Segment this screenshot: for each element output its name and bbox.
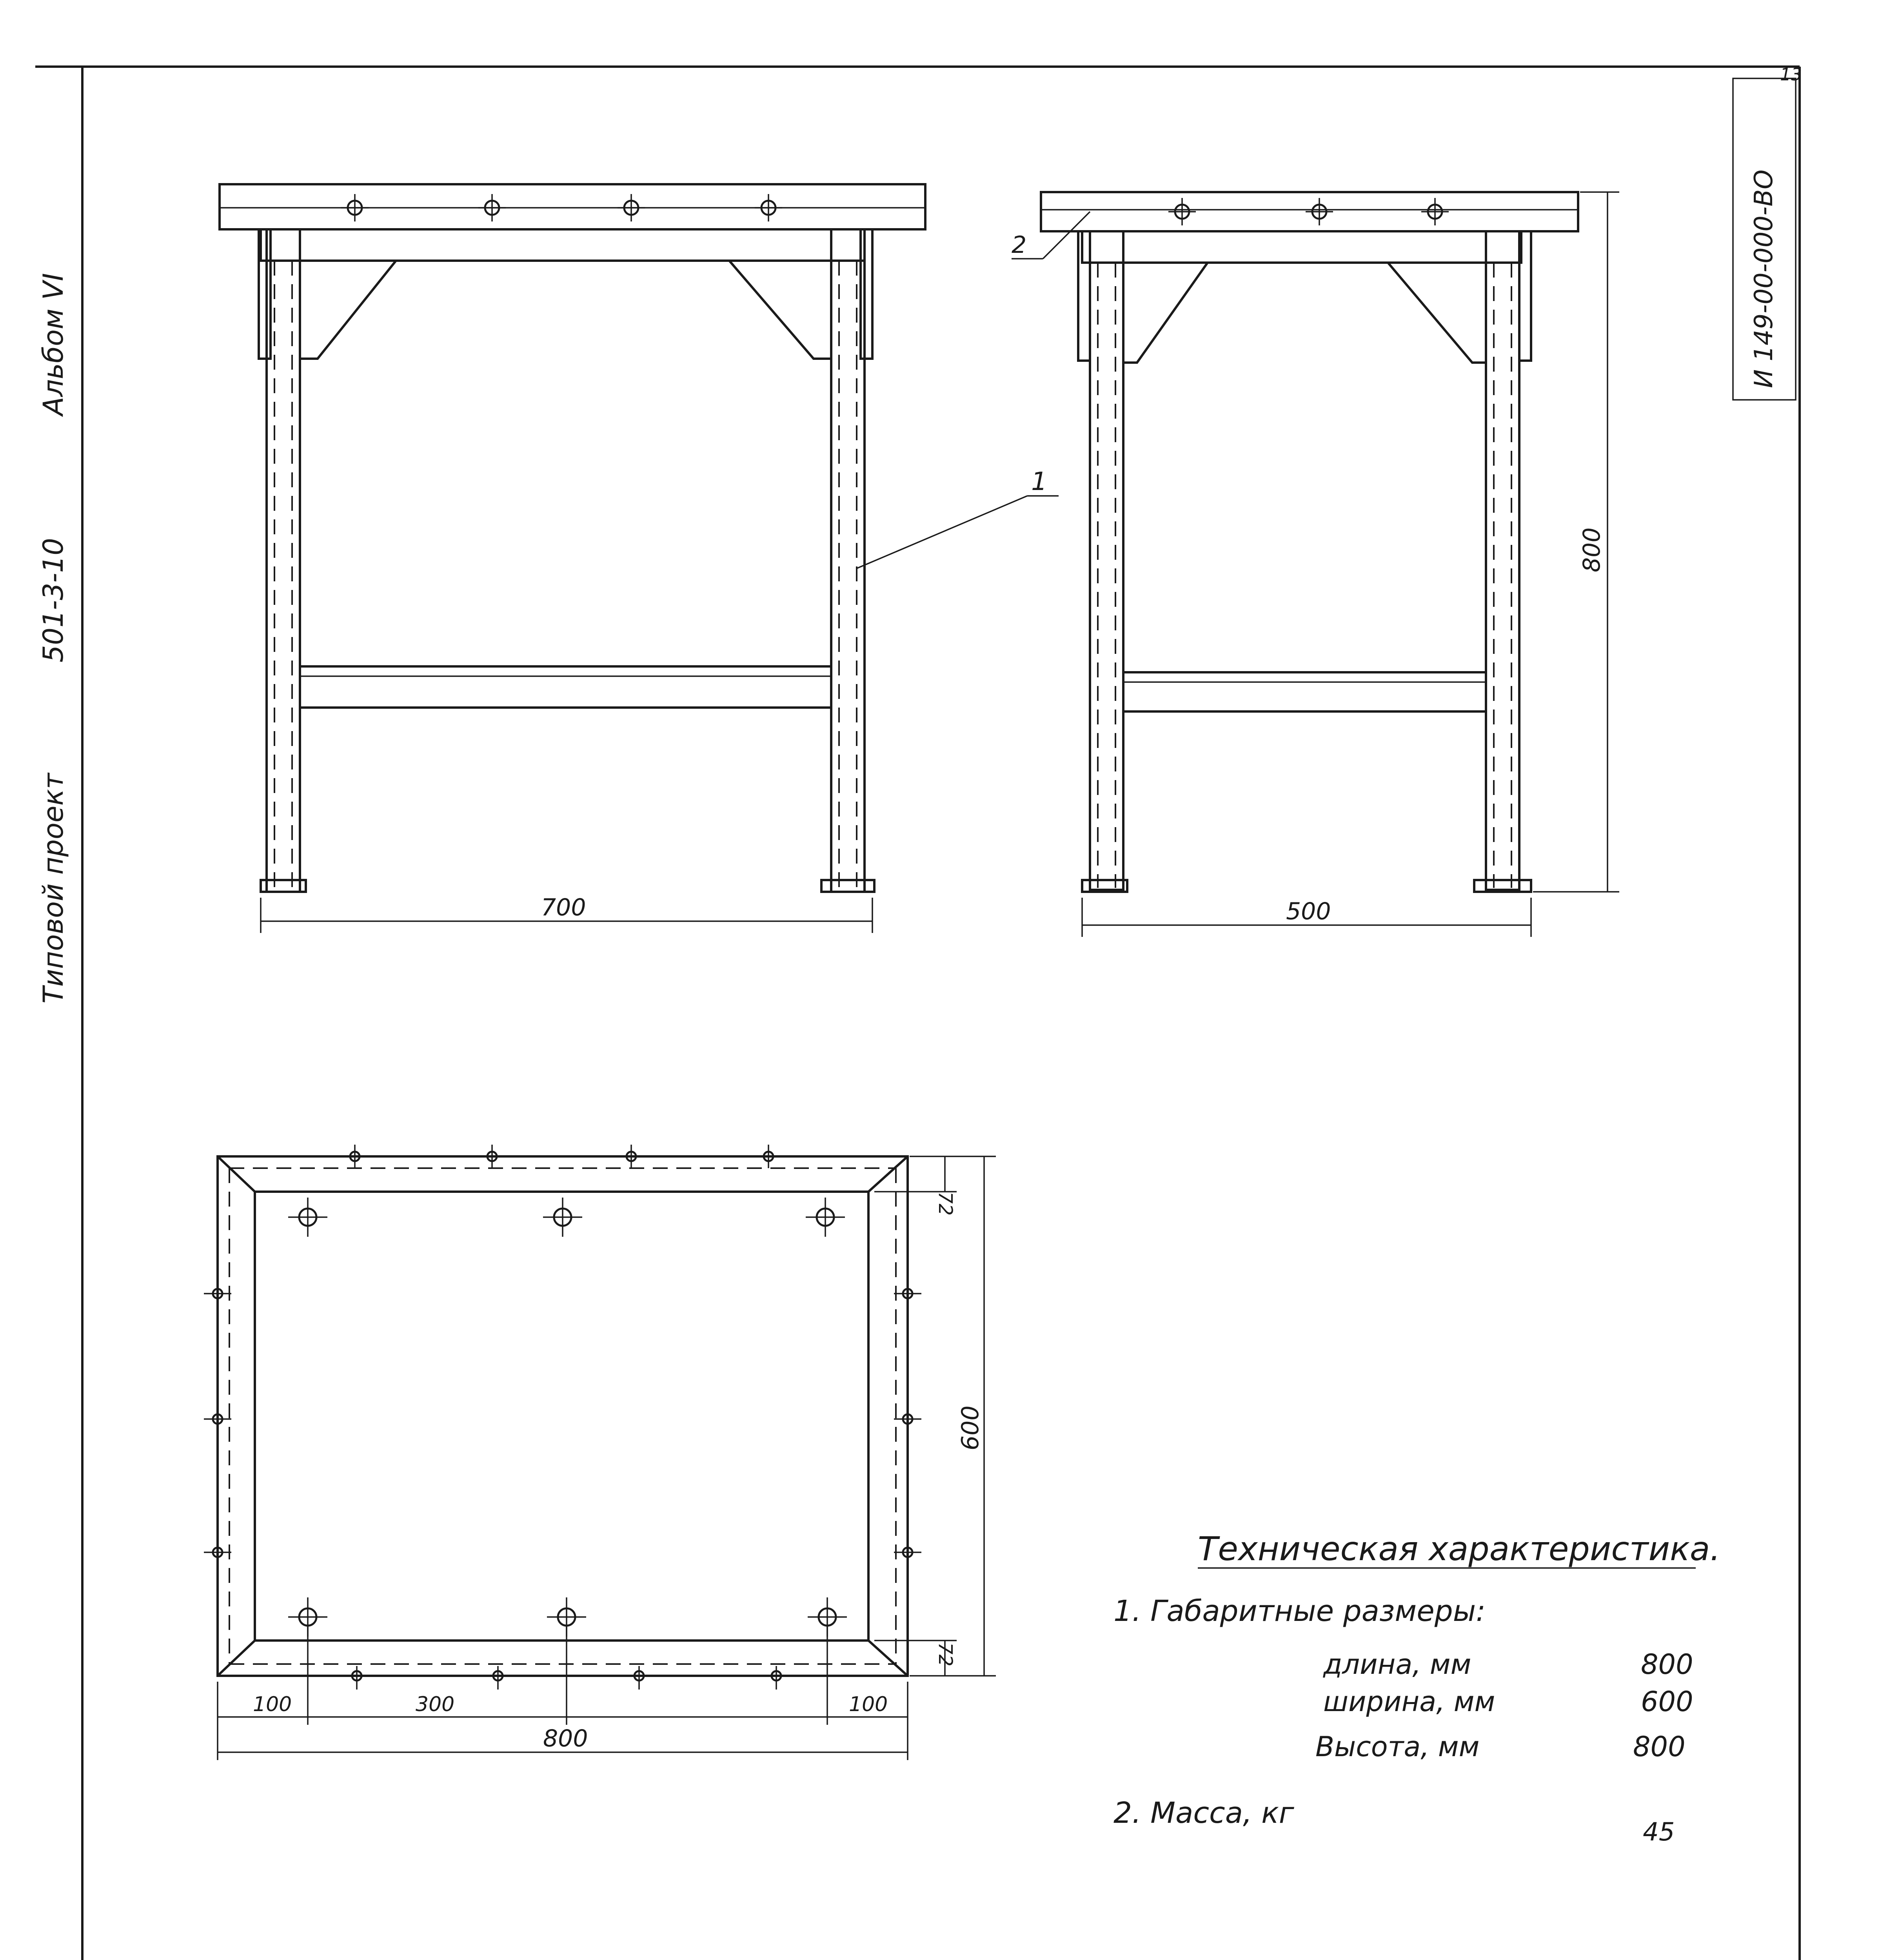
tech-spec-item1: 1. Габаритные размеры: [1113, 1594, 1486, 1628]
plan-width-label: 800 [543, 1725, 588, 1752]
plan-edge-bottom-label: 72 [934, 1642, 956, 1667]
project-type-label: Типовой проект [37, 773, 69, 1004]
spec-width-value: 600 [1641, 1686, 1693, 1718]
plan-anchor-holes [288, 1198, 847, 1637]
sheet-number: 13 [1780, 65, 1802, 85]
project-code-label: 501-3-10 [37, 538, 69, 662]
side-top-holes [1168, 198, 1449, 225]
front-view [220, 184, 1059, 933]
album-label: Альбом VI [37, 273, 69, 416]
plan-left-offset-label: 100 [253, 1693, 292, 1716]
callout-2: 2 [1012, 231, 1027, 259]
side-view [1012, 192, 1619, 937]
plan-spacing-label: 300 [416, 1693, 455, 1716]
spec-mass-value: 45 [1643, 1818, 1675, 1847]
tech-spec-title: Техническая характеристика. [1198, 1530, 1721, 1568]
top-right-stamp [1733, 65, 1802, 400]
plan-height-label: 600 [957, 1405, 984, 1450]
tech-spec [1113, 1530, 1720, 1847]
plan-view [204, 1145, 996, 1760]
spec-length-value: 800 [1641, 1648, 1693, 1681]
spec-width-label: ширина, мм [1323, 1686, 1495, 1718]
margin-text [37, 273, 69, 1004]
plan-right-offset-label: 100 [849, 1693, 888, 1716]
side-height-label: 800 [1578, 527, 1606, 572]
plan-edge-top-label: 72 [934, 1192, 956, 1216]
front-width-label: 700 [541, 894, 586, 921]
tech-spec-item2: 2. Масса, кг [1113, 1796, 1294, 1830]
callout-1: 1 [1031, 467, 1047, 496]
spec-height-value: 800 [1633, 1731, 1686, 1763]
stamp-doc-code: И 149-00-000-ВО [1749, 169, 1778, 388]
side-width-label: 500 [1286, 898, 1331, 925]
spec-height-label: Высота, мм [1315, 1731, 1480, 1763]
spec-length-label: длина, мм [1323, 1648, 1471, 1681]
